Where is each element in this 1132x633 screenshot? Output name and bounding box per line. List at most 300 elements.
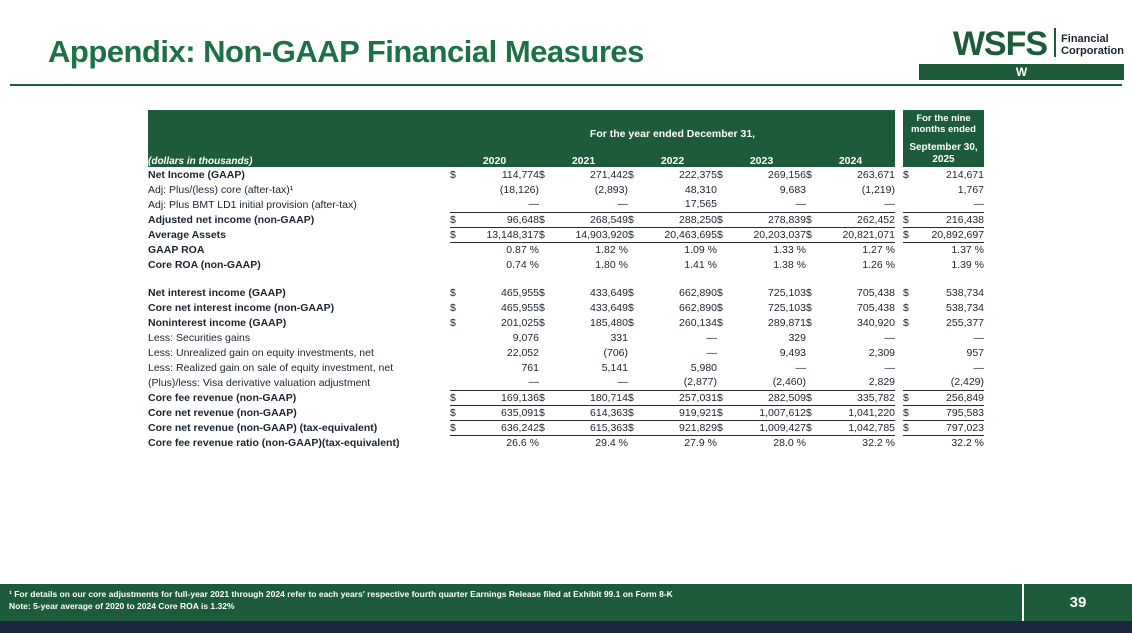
cell-value: 705,438 — [857, 301, 895, 314]
dollar-sign — [717, 345, 733, 360]
cell-value: 797,023 — [919, 420, 984, 435]
table-row — [148, 390, 984, 405]
dollar-sign — [628, 330, 644, 345]
cell-value: 32.2 % — [862, 436, 895, 449]
footnote-2: Note: 5-year average of 2020 to 2024 Core ROA is 1.32% — [9, 601, 235, 612]
column-gap — [895, 212, 903, 227]
cell-value: 705,438 — [857, 286, 895, 299]
year-header-2022: 2022 — [628, 140, 717, 167]
row-label: Adjusted net income (non-GAAP) — [148, 213, 315, 226]
column-gap — [895, 182, 903, 197]
cell-value: 329 — [788, 331, 806, 344]
column-gap — [895, 227, 903, 242]
cell-value: 114,774 — [501, 168, 539, 181]
dollar-sign: $ — [717, 227, 733, 242]
cell-value: — — [973, 361, 985, 374]
dollar-sign: $ — [717, 420, 733, 435]
dollar-sign: $ — [628, 227, 644, 242]
dollar-sign: $ — [717, 405, 733, 420]
cell-value: 262,452 — [822, 212, 895, 227]
dollar-sign — [539, 242, 555, 257]
dollar-sign: $ — [806, 316, 812, 329]
cell-value: 5,141 — [601, 361, 628, 374]
table-row — [148, 345, 984, 360]
cell-value: 17,565 — [684, 198, 717, 211]
cell-value: 433,649 — [590, 286, 628, 299]
dollar-sign: $ — [539, 212, 555, 227]
dollar-sign — [717, 435, 733, 450]
logo-wordmark: WSFS — [952, 25, 1048, 63]
dollar-sign — [717, 182, 733, 197]
dollar-sign — [903, 330, 919, 345]
dollar-sign — [806, 360, 822, 375]
table-row — [148, 300, 984, 315]
dollar-sign: $ — [717, 212, 733, 227]
table-row — [148, 315, 984, 330]
dollar-sign: $ — [806, 301, 812, 314]
dollar-sign: $ — [450, 405, 466, 420]
table-row — [148, 285, 984, 300]
dollar-sign: $ — [539, 168, 545, 181]
dollar-sign: $ — [450, 316, 456, 329]
cell-value: (706) — [603, 346, 628, 359]
row-label: (Plus)/less: Visa derivative valuation adjustment — [148, 376, 371, 389]
dollar-sign — [450, 242, 466, 257]
footnotes — [9, 588, 1009, 613]
dollar-sign — [806, 182, 822, 197]
dollar-sign: $ — [717, 286, 723, 299]
cell-value: 433,649 — [590, 301, 628, 314]
table-row — [148, 227, 984, 242]
cell-value: 278,839 — [733, 212, 806, 227]
dollar-sign — [717, 330, 733, 345]
cell-value: 725,103 — [768, 301, 806, 314]
cell-value: 271,442 — [590, 168, 628, 181]
cell-value: — — [973, 198, 985, 211]
dollar-sign: $ — [450, 420, 466, 435]
cell-value: (1,219) — [861, 183, 895, 196]
cell-value: 214,671 — [946, 168, 985, 181]
table-row — [148, 182, 984, 197]
table-row — [148, 197, 984, 212]
dollar-sign — [903, 360, 919, 375]
column-gap — [895, 300, 903, 315]
dollar-sign — [450, 330, 466, 345]
cell-value: 20,821,071 — [822, 227, 895, 242]
dollar-sign: $ — [806, 420, 822, 435]
table-row — [148, 435, 984, 450]
cell-value: 921,829 — [644, 420, 717, 435]
dollar-sign: $ — [628, 168, 634, 181]
dollar-sign — [903, 345, 919, 360]
dollar-sign: $ — [806, 286, 812, 299]
dollar-sign — [539, 182, 555, 197]
row-label: Core net revenue (non-GAAP) (tax-equivalent) — [148, 421, 378, 434]
dollar-sign — [450, 257, 466, 272]
dollar-sign: $ — [806, 390, 822, 405]
cell-value: 28.0 % — [773, 436, 806, 449]
cell-value: 725,103 — [768, 286, 806, 299]
dollar-sign — [717, 257, 733, 272]
column-gap — [895, 375, 903, 390]
row-label: Less: Realized gain on sale of equity investment, net — [148, 361, 394, 374]
cell-value: 662,890 — [679, 301, 717, 314]
dollar-sign: $ — [806, 168, 812, 181]
dollar-sign: $ — [903, 227, 919, 242]
cell-value: 257,031 — [644, 390, 717, 405]
cell-value: 169,136 — [466, 390, 539, 405]
cell-value: 2,829 — [822, 375, 895, 390]
cell-value: 1.37 % — [951, 243, 985, 256]
cell-value: 1.27 % — [862, 243, 895, 256]
cell-value: 32.2 % — [951, 436, 985, 449]
cell-value: — — [706, 331, 717, 344]
cell-value: — — [795, 198, 806, 211]
financial-table — [148, 110, 984, 450]
column-gap — [895, 242, 903, 257]
footnote-1: ¹ For details on our core adjustments for full-year 2021 through 2024 refer to each years' respective fourth quarter Earnings Release filed at Exhibit 99.1 on Form 8-K — [9, 589, 673, 599]
column-gap — [895, 197, 903, 212]
logo-banner-letter: W — [1015, 65, 1028, 80]
cell-value: 13,148,317 — [466, 227, 539, 242]
table-row — [148, 330, 984, 345]
cell-value: — — [528, 198, 539, 211]
dollar-sign: $ — [450, 301, 456, 314]
dollar-sign — [628, 435, 644, 450]
year-header-2024: 2024 — [806, 140, 895, 167]
dollar-sign — [450, 435, 466, 450]
dollar-sign: $ — [450, 212, 466, 227]
dollar-sign — [628, 345, 644, 360]
cell-value: 0.87 % — [506, 243, 539, 256]
dollar-sign: $ — [903, 301, 909, 314]
spacer-cell — [148, 272, 984, 285]
header-empty-cell — [148, 110, 450, 140]
bottom-strip — [0, 621, 1132, 633]
column-gap — [895, 345, 903, 360]
cell-value: 662,890 — [679, 286, 717, 299]
cell-value: 2,309 — [868, 346, 895, 359]
cell-value: 0.74 % — [506, 258, 539, 271]
logo-banner — [919, 64, 1124, 80]
dollar-sign: $ — [539, 316, 545, 329]
dollar-sign — [806, 242, 822, 257]
dollar-sign — [903, 242, 919, 257]
table-row — [148, 167, 984, 182]
dollar-sign: $ — [806, 227, 822, 242]
dollar-sign — [903, 435, 919, 450]
cell-value: 180,714 — [555, 390, 628, 405]
dollar-sign — [806, 435, 822, 450]
column-gap — [895, 330, 903, 345]
cell-value: — — [884, 331, 895, 344]
dollar-sign: $ — [903, 168, 909, 181]
row-label: Core net revenue (non-GAAP) — [148, 406, 297, 419]
cell-value: 263,671 — [857, 168, 895, 181]
cell-value: 1.39 % — [951, 258, 985, 271]
dollar-sign: $ — [806, 405, 822, 420]
cell-value: (2,460) — [733, 375, 806, 390]
logo-subtext — [1054, 28, 1124, 57]
cell-value: 20,203,037 — [733, 227, 806, 242]
cell-value: 268,549 — [555, 212, 628, 227]
cell-value: 9,493 — [779, 346, 806, 359]
dollar-sign — [539, 257, 555, 272]
column-gap — [895, 315, 903, 330]
header-gap — [895, 140, 903, 167]
cell-value: 260,134 — [679, 316, 717, 329]
dollar-sign — [628, 182, 644, 197]
cell-value: 538,734 — [946, 301, 985, 314]
cell-value: 256,849 — [919, 390, 984, 405]
dollar-sign: $ — [903, 420, 919, 435]
dollar-sign — [450, 375, 466, 390]
table-body — [148, 167, 984, 450]
column-gap — [895, 257, 903, 272]
dollar-sign — [539, 360, 555, 375]
cell-value: 282,509 — [733, 390, 806, 405]
cell-value: 1.09 % — [684, 243, 717, 256]
cell-value: 1,042,785 — [822, 420, 895, 435]
dollar-sign: $ — [628, 316, 634, 329]
dollar-sign — [717, 197, 733, 212]
cell-value: 1,007,612 — [733, 405, 806, 420]
dollar-sign — [450, 182, 466, 197]
year-span-header: For the year ended December 31, — [450, 110, 895, 140]
footer-bar — [0, 584, 1132, 621]
table-row — [148, 405, 984, 420]
dollar-sign: $ — [903, 286, 909, 299]
dollar-sign — [903, 197, 919, 212]
cell-value: — — [706, 346, 717, 359]
cell-value: 614,363 — [555, 405, 628, 420]
cell-value: 27.9 % — [684, 436, 717, 449]
wsfs-logo — [919, 25, 1124, 80]
cell-value: 1.38 % — [773, 258, 806, 271]
cell-value: 340,920 — [857, 316, 895, 329]
dollar-sign — [806, 257, 822, 272]
dollar-sign — [717, 242, 733, 257]
cell-value: 538,734 — [946, 286, 985, 299]
nine-months-header: For the nine months ended — [903, 110, 984, 140]
year-header-2023: 2023 — [717, 140, 806, 167]
dollar-sign — [717, 375, 733, 390]
cell-value: 1.41 % — [684, 258, 717, 271]
cell-value: 331 — [610, 331, 628, 344]
logo-subtext-line2: Corporation — [1061, 45, 1124, 58]
dollar-sign: $ — [628, 420, 644, 435]
dollar-sign: $ — [539, 301, 545, 314]
column-gap — [895, 360, 903, 375]
cell-value: 185,480 — [590, 316, 628, 329]
cell-value: — — [973, 331, 985, 344]
cell-value: 761 — [521, 361, 539, 374]
dollar-sign: $ — [539, 405, 555, 420]
dollar-sign: $ — [628, 390, 644, 405]
cell-value: — — [884, 361, 895, 374]
cell-value: 222,375 — [679, 168, 717, 181]
cell-value: 216,438 — [919, 212, 984, 227]
row-label: Less: Unrealized gain on equity investments, net — [148, 346, 374, 359]
dollar-sign: $ — [903, 316, 909, 329]
cell-value: (2,877) — [644, 375, 717, 390]
row-label: Adj: Plus BMT LD1 initial provision (after-tax) — [148, 198, 357, 211]
dollar-sign — [903, 182, 919, 197]
cell-value: — — [466, 375, 539, 390]
cell-value: 255,377 — [946, 316, 985, 329]
cell-value: 289,871 — [768, 316, 806, 329]
dollar-sign — [539, 345, 555, 360]
cell-value: 20,463,695 — [644, 227, 717, 242]
nine-months-subheader: September 30, 2025 — [903, 140, 984, 167]
units-label: (dollars in thousands) — [148, 140, 450, 167]
dollar-sign: $ — [903, 212, 919, 227]
dollar-sign: $ — [539, 390, 555, 405]
dollar-sign — [806, 197, 822, 212]
cell-value: 465,955 — [501, 286, 539, 299]
dollar-sign: $ — [539, 227, 555, 242]
cell-value: 201,025 — [501, 316, 539, 329]
dollar-sign: $ — [450, 390, 466, 405]
column-gap — [895, 405, 903, 420]
cell-value: 269,156 — [768, 168, 806, 181]
dollar-sign — [450, 360, 466, 375]
cell-value: — — [795, 361, 806, 374]
dollar-sign: $ — [717, 390, 733, 405]
dollar-sign: $ — [717, 316, 723, 329]
row-label: Core fee revenue ratio (non-GAAP)(tax-equivalent) — [148, 436, 400, 449]
dollar-sign — [717, 360, 733, 375]
row-label: Core net interest income (non-GAAP) — [148, 301, 335, 314]
cell-value: 795,583 — [919, 405, 984, 420]
dollar-sign: $ — [903, 405, 919, 420]
cell-value: 29.4 % — [595, 436, 628, 449]
cell-value: 96,648 — [466, 212, 539, 227]
table-header-row-1 — [148, 110, 984, 140]
dollar-sign: $ — [628, 286, 634, 299]
cell-value: 1.80 % — [595, 258, 628, 271]
cell-value: 5,980 — [690, 361, 717, 374]
dollar-sign: $ — [539, 286, 545, 299]
dollar-sign: $ — [628, 405, 644, 420]
page-number: 39 — [1069, 594, 1087, 611]
dollar-sign — [628, 257, 644, 272]
dollar-sign — [539, 375, 555, 390]
table-row — [148, 360, 984, 375]
dollar-sign — [450, 197, 466, 212]
dollar-sign — [806, 330, 822, 345]
dollar-sign: $ — [450, 286, 456, 299]
logo-subtext-line1: Financial — [1061, 33, 1109, 45]
dollar-sign: $ — [717, 301, 723, 314]
cell-value: 288,250 — [644, 212, 717, 227]
dollar-sign — [450, 345, 466, 360]
row-label: Core ROA (non-GAAP) — [148, 258, 261, 271]
cell-value: 22,052 — [506, 346, 539, 359]
row-label: Core fee revenue (non-GAAP) — [148, 391, 297, 404]
dollar-sign — [806, 345, 822, 360]
dollar-sign: $ — [450, 168, 456, 181]
dollar-sign: $ — [628, 301, 634, 314]
cell-value: 957 — [966, 346, 985, 359]
cell-value: 1,041,220 — [822, 405, 895, 420]
column-gap — [895, 390, 903, 405]
dollar-sign — [628, 197, 644, 212]
row-label: Net interest income (GAAP) — [148, 286, 286, 299]
cell-value: 465,955 — [501, 301, 539, 314]
dollar-sign — [628, 360, 644, 375]
row-label: Noninterest income (GAAP) — [148, 316, 287, 329]
cell-value: 635,091 — [466, 405, 539, 420]
cell-value: (18,126) — [499, 183, 539, 196]
cell-value: 1,009,427 — [733, 420, 806, 435]
table-header-row-2 — [148, 140, 984, 167]
cell-value: 1.33 % — [773, 243, 806, 256]
dollar-sign: $ — [717, 168, 723, 181]
dollar-sign: $ — [806, 212, 822, 227]
cell-value: — — [617, 198, 628, 211]
logo-top — [919, 25, 1124, 63]
table-row — [148, 420, 984, 435]
dollar-sign — [628, 242, 644, 257]
spacer-row — [148, 272, 984, 285]
row-label: GAAP ROA — [148, 243, 205, 256]
cell-value: 1.26 % — [862, 258, 895, 271]
row-label: Average Assets — [148, 228, 227, 241]
dollar-sign: $ — [628, 212, 644, 227]
cell-value: 615,363 — [555, 420, 628, 435]
table-row — [148, 242, 984, 257]
cell-value: (2,893) — [594, 183, 628, 196]
cell-value: 14,903,920 — [555, 227, 628, 242]
cell-value: — — [884, 198, 895, 211]
table-row — [148, 212, 984, 227]
dollar-sign: $ — [450, 227, 466, 242]
header-gap — [895, 110, 903, 140]
title-divider — [10, 84, 1122, 86]
cell-value: — — [555, 375, 628, 390]
dollar-sign — [539, 197, 555, 212]
column-gap — [895, 285, 903, 300]
dollar-sign — [903, 375, 919, 390]
cell-value: 1.82 % — [595, 243, 628, 256]
column-gap — [895, 420, 903, 435]
cell-value: (2,429) — [919, 375, 984, 390]
cell-value: 1,767 — [957, 183, 985, 196]
column-gap — [895, 435, 903, 450]
cell-value: 48,310 — [684, 183, 717, 196]
dollar-sign — [903, 257, 919, 272]
dollar-sign: $ — [539, 420, 555, 435]
dollar-sign — [806, 375, 822, 390]
cell-value: 335,782 — [822, 390, 895, 405]
table-row — [148, 257, 984, 272]
cell-value: 20,892,697 — [919, 227, 984, 242]
table-row — [148, 375, 984, 390]
dollar-sign — [539, 435, 555, 450]
column-gap — [895, 167, 903, 182]
dollar-sign: $ — [903, 390, 919, 405]
year-header-2021: 2021 — [539, 140, 628, 167]
dollar-sign — [539, 330, 555, 345]
cell-value: 26.6 % — [506, 436, 539, 449]
cell-value: 9,683 — [779, 183, 806, 196]
cell-value: 9,076 — [512, 331, 539, 344]
cell-value: 636,242 — [466, 420, 539, 435]
cell-value: 919,921 — [644, 405, 717, 420]
row-label: Net Income (GAAP) — [148, 168, 245, 181]
page-title: Appendix: Non-GAAP Financial Measures — [48, 34, 644, 69]
